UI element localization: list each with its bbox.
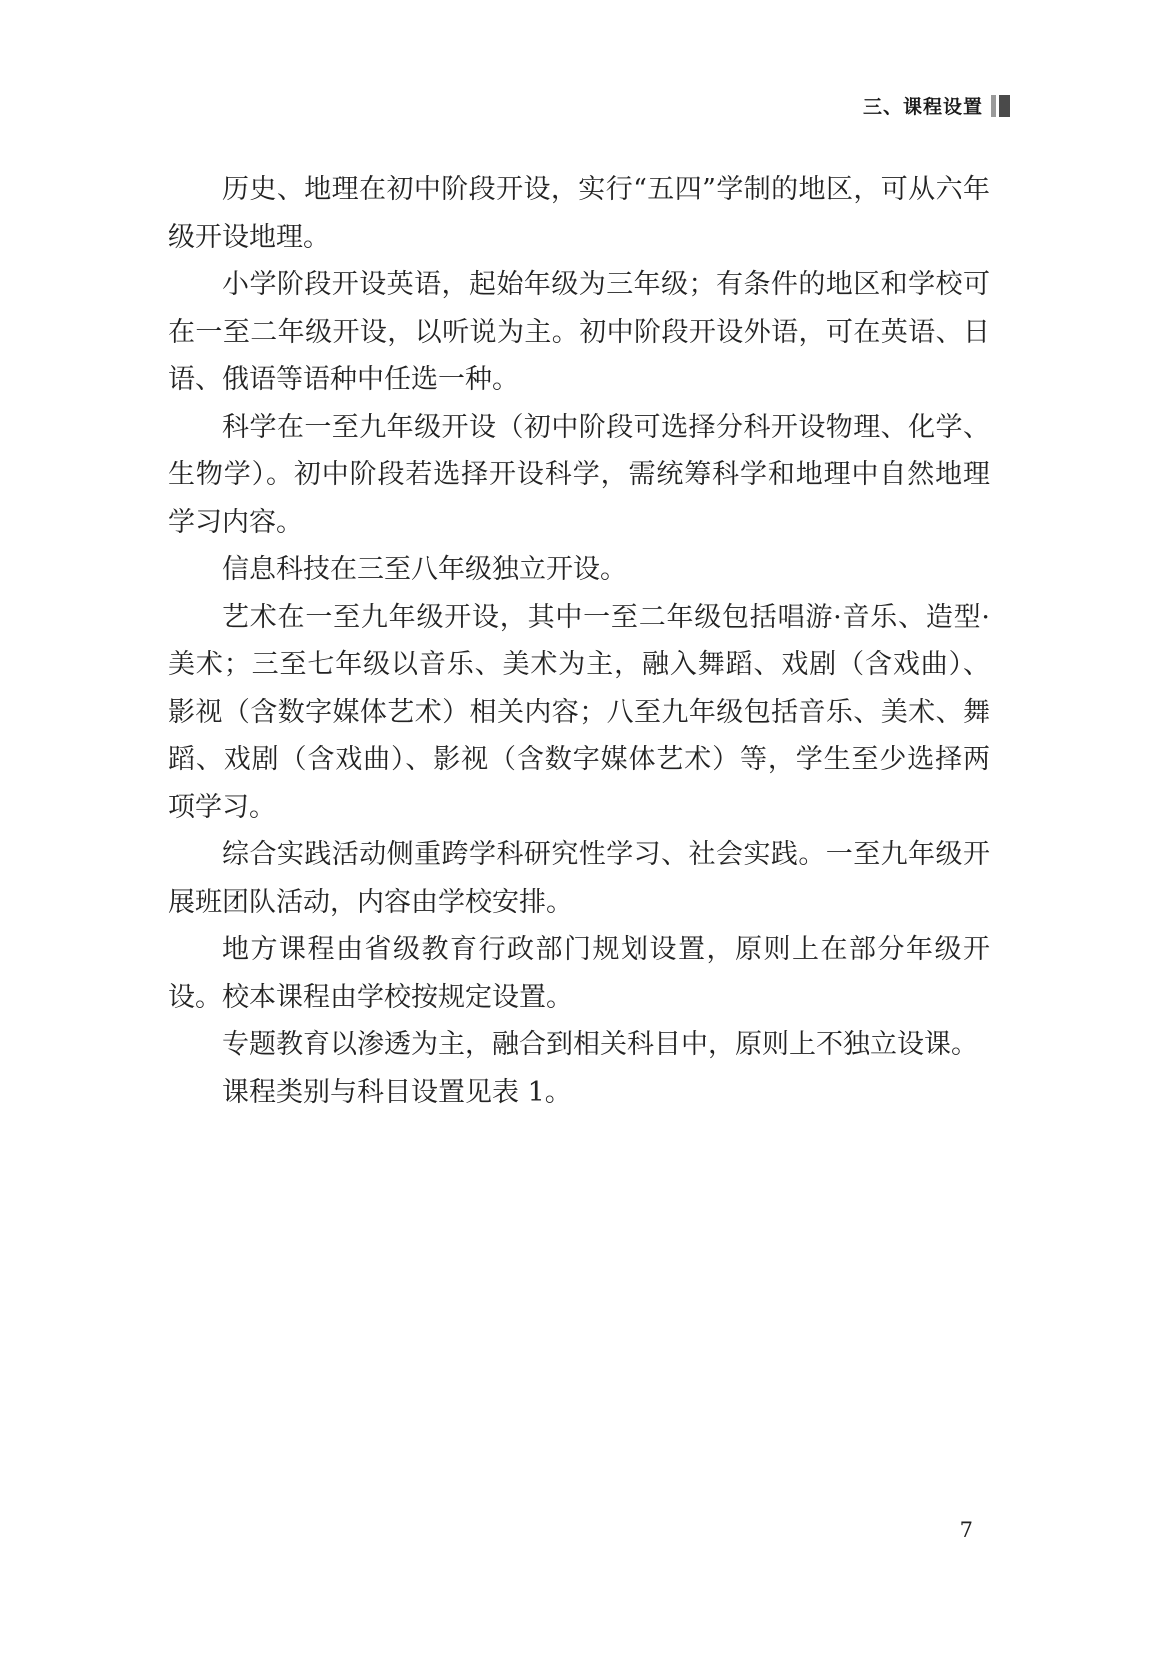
paragraph-local-school-curriculum: 地方课程由省级教育行政部门规划设置，原则上在部分年级开设。校本课程由学校按规定设置。 bbox=[168, 934, 990, 1013]
section-title: 三、课程设置 bbox=[862, 96, 983, 118]
paragraph-science: 科学在一至九年级开设（初中阶段可选择分科开设物理、化学、生物学）。初中阶段若选择开设科学，需统筹科学和地理中自然地理学习内容。 bbox=[168, 411, 990, 538]
section-marker-icon bbox=[991, 95, 1010, 117]
paragraph-thematic-education: 专题教育以渗透为主，融合到相关科目中，原则上不独立设课。 bbox=[222, 1029, 978, 1060]
paragraph-practice-activities: 综合实践活动侧重跨学科研究性学习、社会实践。一至九年级开展班团队活动，内容由学校安排。 bbox=[168, 839, 990, 918]
body-text bbox=[168, 166, 990, 1116]
paragraph-table-reference: 课程类别与科目设置见表 1。 bbox=[222, 1076, 572, 1108]
paragraph-english: 小学阶段开设英语，起始年级为三年级；有条件的地区和学校可在一至二年级开设，以听说为主。初中阶段开设外语，可在英语、日语、俄语等语种中任选一种。 bbox=[168, 269, 990, 395]
page-number: 7 bbox=[959, 1518, 973, 1542]
marker-bar-thin bbox=[991, 95, 996, 117]
paragraph-history-geography: 历史、地理在初中阶段开设，实行“五四”学制的地区，可从六年级开设地理。 bbox=[168, 174, 990, 253]
paragraph-arts: 艺术在一至九年级开设，其中一至二年级包括唱游·音乐、造型·美术；三至七年级以音乐、美术为主，融入舞蹈、戏剧（含戏曲）、影视（含数字媒体艺术）相关内容；八至九年级包括音乐、美术、舞蹈、戏剧（含戏曲）、影视（含数字媒体艺术）等，学生至少选择两项学习。 bbox=[168, 601, 990, 823]
running-header bbox=[863, 92, 1010, 119]
paragraph-information-technology: 信息科技在三至八年级独立开设。 bbox=[222, 554, 627, 585]
marker-bar-thick bbox=[999, 95, 1010, 117]
